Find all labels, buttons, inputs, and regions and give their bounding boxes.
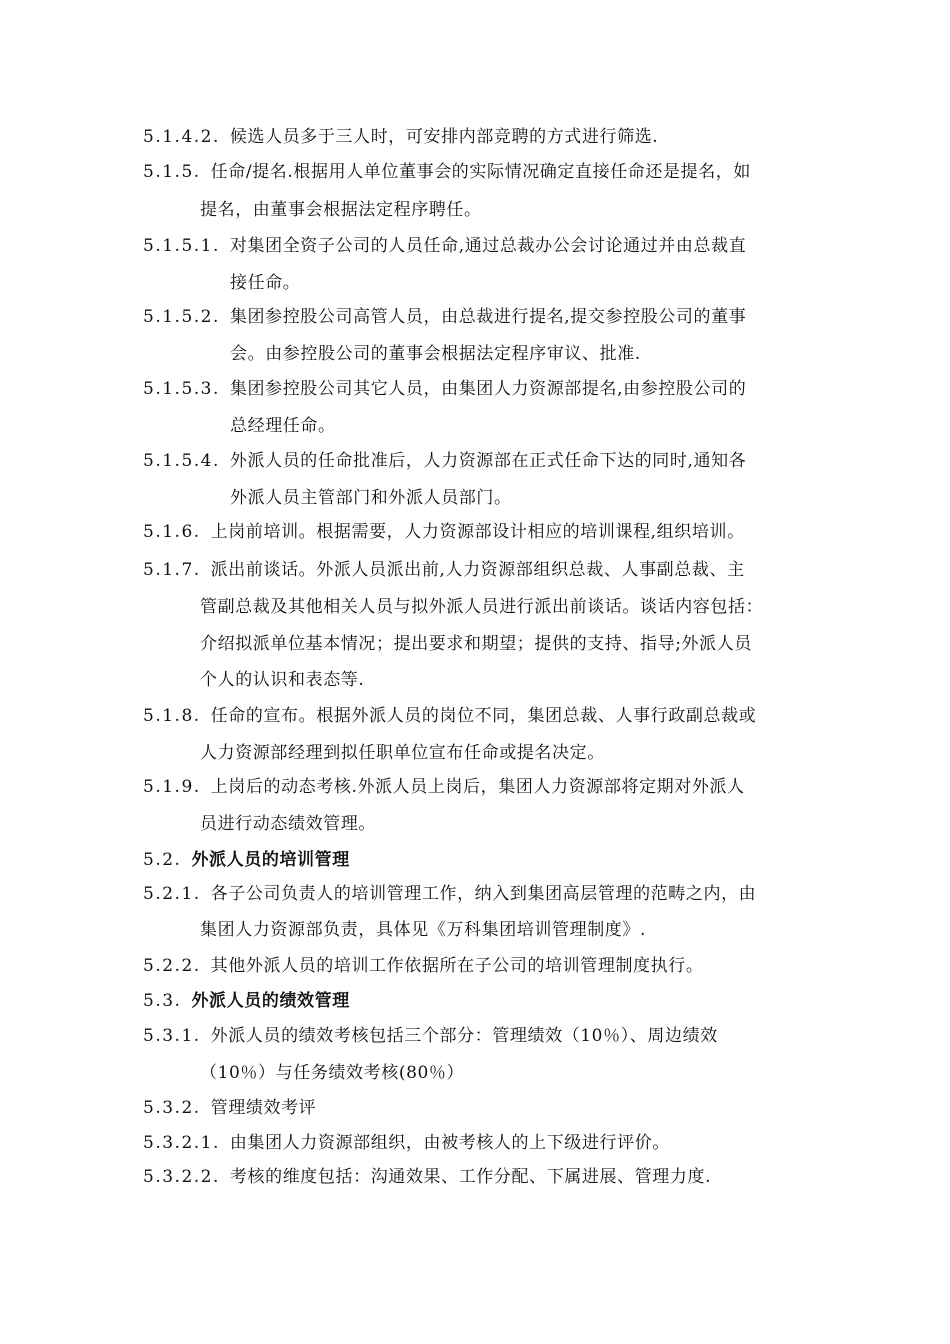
clause-5-1-7-continuation-3: 个人的认识和表态等. (200, 670, 365, 690)
clause-text: 集团参控股公司高管人员，由总裁进行提名,提交参控股公司的董事 (229, 307, 747, 327)
clause-5-1-5-3 (143, 379, 746, 399)
clause-number: 5.2.1. (143, 884, 201, 904)
clause-number: 5.1.5.2. (143, 307, 220, 327)
clause-5-2-1 (143, 884, 756, 904)
clause-5-1-4-2 (143, 127, 658, 147)
clause-text: 候选人员多于三人时，可安排内部竞聘的方式进行筛选. (229, 127, 659, 147)
clause-5-1-5-1-continuation: 接任命。 (230, 273, 301, 293)
clause-5-1-7-continuation-2: 介绍拟派单位基本情况；提出要求和期望；提供的支持、指导;外派人员 (200, 634, 752, 654)
clause-number: 5.1.5.1. (143, 236, 220, 256)
clause-5-1-5-3-continuation: 总经理任命。 (230, 416, 336, 436)
clause-5-1-7 (143, 560, 745, 580)
clause-5-1-8-continuation: 人力资源部经理到拟任职单位宣布任命或提名决定。 (200, 743, 605, 763)
clause-text: 任命的宣布。根据外派人员的岗位不同，集团总裁、人事行政副总裁或 (210, 706, 757, 726)
clause-text: 由集团人力资源部组织，由被考核人的上下级进行评价。 (229, 1133, 670, 1153)
clause-5-1-7-continuation-1: 管副总裁及其他相关人员与拟外派人员进行派出前谈话。谈话内容包括： (200, 597, 764, 617)
clause-5-1-6 (143, 522, 745, 542)
clause-5-2-2 (143, 956, 703, 976)
clause-5-2-1-continuation: 集团人力资源部负责，具体见《万科集团培训管理制度》. (200, 920, 647, 940)
clause-text: 管理绩效考评 (210, 1098, 317, 1118)
section-5-2-heading (143, 850, 350, 870)
clause-number: 5.1.4.2. (143, 127, 220, 147)
clause-number: 5.3.2. (143, 1098, 201, 1118)
clause-5-1-5 (143, 162, 751, 182)
clause-text: 对集团全资子公司的人员任命,通过总裁办公会讨论通过并由总裁直 (229, 236, 747, 256)
clause-5-3-2-1 (143, 1133, 670, 1153)
clause-number: 5.3.1. (143, 1026, 201, 1046)
section-number: 5.2. (143, 850, 182, 870)
clause-5-1-5-continuation: 提名，由董事会根据法定程序聘任。 (200, 200, 482, 220)
clause-5-1-5-4-continuation: 外派人员主管部门和外派人员部门。 (230, 488, 512, 508)
clause-text: 外派人员的绩效考核包括三个部分：管理绩效（10％）、周边绩效 (210, 1026, 718, 1046)
clause-number: 5.1.6. (143, 522, 201, 542)
clause-number: 5.1.8. (143, 706, 201, 726)
section-number: 5.3. (143, 991, 182, 1011)
clause-text: 派出前谈话。外派人员派出前,人力资源部组织总裁、人事副总裁、主 (210, 560, 745, 580)
section-5-3-heading (143, 991, 350, 1011)
clause-number: 5.3.2.1. (143, 1133, 220, 1153)
clause-number: 5.2.2. (143, 956, 201, 976)
clause-number: 5.1.5. (143, 162, 201, 182)
clause-5-3-1 (143, 1026, 718, 1046)
clause-text: 任命/提名.根据用人单位董事会的实际情况确定直接任命还是提名，如 (210, 162, 752, 182)
clause-5-3-1-continuation: （10％）与任务绩效考核(80％） (200, 1063, 465, 1083)
clause-5-1-8 (143, 706, 756, 726)
clause-5-1-9 (143, 777, 745, 797)
clause-text: 上岗前培训。根据需要，人力资源部设计相应的培训课程,组织培训。 (210, 522, 745, 542)
clause-number: 5.1.5.4. (143, 451, 220, 471)
clause-text: 外派人员的任命批准后，人力资源部在正式任命下达的同时,通知各 (229, 451, 747, 471)
clause-5-1-5-2-continuation: 会。由参控股公司的董事会根据法定程序审议、批准. (230, 344, 641, 364)
clause-number: 5.1.9. (143, 777, 201, 797)
clause-5-1-5-1 (143, 236, 746, 256)
clause-number: 5.1.7. (143, 560, 201, 580)
clause-text: 集团参控股公司其它人员，由集团人力资源部提名,由参控股公司的 (229, 379, 747, 399)
clause-5-1-5-4 (143, 451, 746, 471)
clause-5-1-5-2 (143, 307, 746, 327)
clause-number: 5.3.2.2. (143, 1167, 220, 1187)
clause-text: 考核的维度包括：沟通效果、工作分配、下属进展、管理力度. (229, 1167, 712, 1187)
clause-text: 各子公司负责人的培训管理工作，纳入到集团高层管理的范畴之内，由 (210, 884, 757, 904)
section-title: 外派人员的绩效管理 (191, 991, 350, 1011)
clause-5-1-9-continuation: 员进行动态绩效管理。 (200, 814, 376, 834)
clause-5-3-2 (143, 1098, 316, 1118)
clause-number: 5.1.5.3. (143, 379, 220, 399)
clause-5-3-2-2 (143, 1167, 711, 1187)
section-title: 外派人员的培训管理 (191, 850, 350, 870)
clause-text: 上岗后的动态考核.外派人员上岗后，集团人力资源部将定期对外派人 (210, 777, 745, 797)
clause-text: 其他外派人员的培训工作依据所在子公司的培训管理制度执行。 (210, 956, 704, 976)
